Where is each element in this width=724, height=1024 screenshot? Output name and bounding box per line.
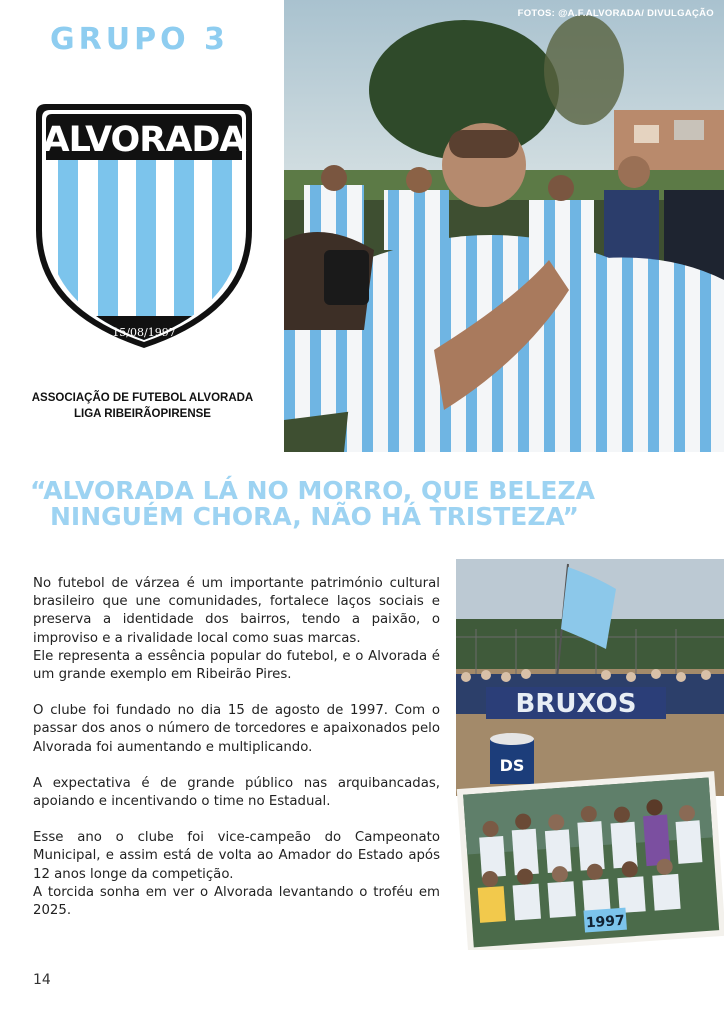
paragraph-4a: Esse ano o clube foi vice-campeão do Campeonato Municipal, e assim está de volta ao Amador do Estado após 12 anos longe da competição. [33, 830, 440, 882]
crest-name: ALVORADA [42, 120, 246, 160]
quote-line-1: “ALVORADA LÁ NO MORRO, QUE BELEZA [30, 476, 595, 505]
team-1997-photo [456, 770, 724, 950]
association-name [0, 390, 285, 422]
article-body [33, 575, 440, 920]
paragraph-2: O clube foi fundado no dia 15 de agosto de 1997. Com o passar dos anos o número de torcedores e apaixonados pelo Alvorada foi aumentando e multiplicando. [33, 703, 440, 755]
page-number: 14 [33, 972, 51, 988]
group-title: GRUPO 3 [50, 22, 229, 57]
paragraph-1a: No futebol de várzea é um importante património cultural brasileiro que une comunidades, fortalece laços sociais e preserva a identidade dos bairros, tendo a paixão, o improviso e a rivalidade local como suas marcas. [33, 576, 440, 646]
crest-date: 15/08/1997 [112, 326, 176, 339]
banner-text: BRUXOS [515, 689, 637, 719]
drum-text: DS [499, 756, 525, 775]
team-huddle-photo [284, 0, 724, 452]
photo-credit: FOTOS: @A.F.ALVORADA/ DIVULGAÇÃO [517, 8, 714, 19]
association-title: ASSOCIAÇÃO DE FUTEBOL ALVORADA [31, 392, 254, 404]
chant-quote [30, 478, 720, 530]
quote-line-2: NINGUÉM CHORA, NÃO HÁ TRISTEZA” [50, 502, 579, 531]
paragraph-4b: A torcida sonha em ver o Alvorada levantando o troféu em 2025. [33, 884, 440, 919]
alvorada-crest-logo [32, 100, 256, 350]
paragraph-3: A expectativa é de grande público nas arquibancadas, apoiando e incentivando o time no Estadual. [33, 775, 440, 810]
fans-banner-photo [456, 559, 724, 796]
team-year-label: 1997 [585, 912, 626, 932]
paragraph-1b: Ele representa a essência popular do futebol, e o Alvorada é um grande exemplo em Ribeirão Pires. [33, 648, 440, 683]
league-name: LIGA RIBEIRÃOPIRENSE [74, 408, 211, 420]
